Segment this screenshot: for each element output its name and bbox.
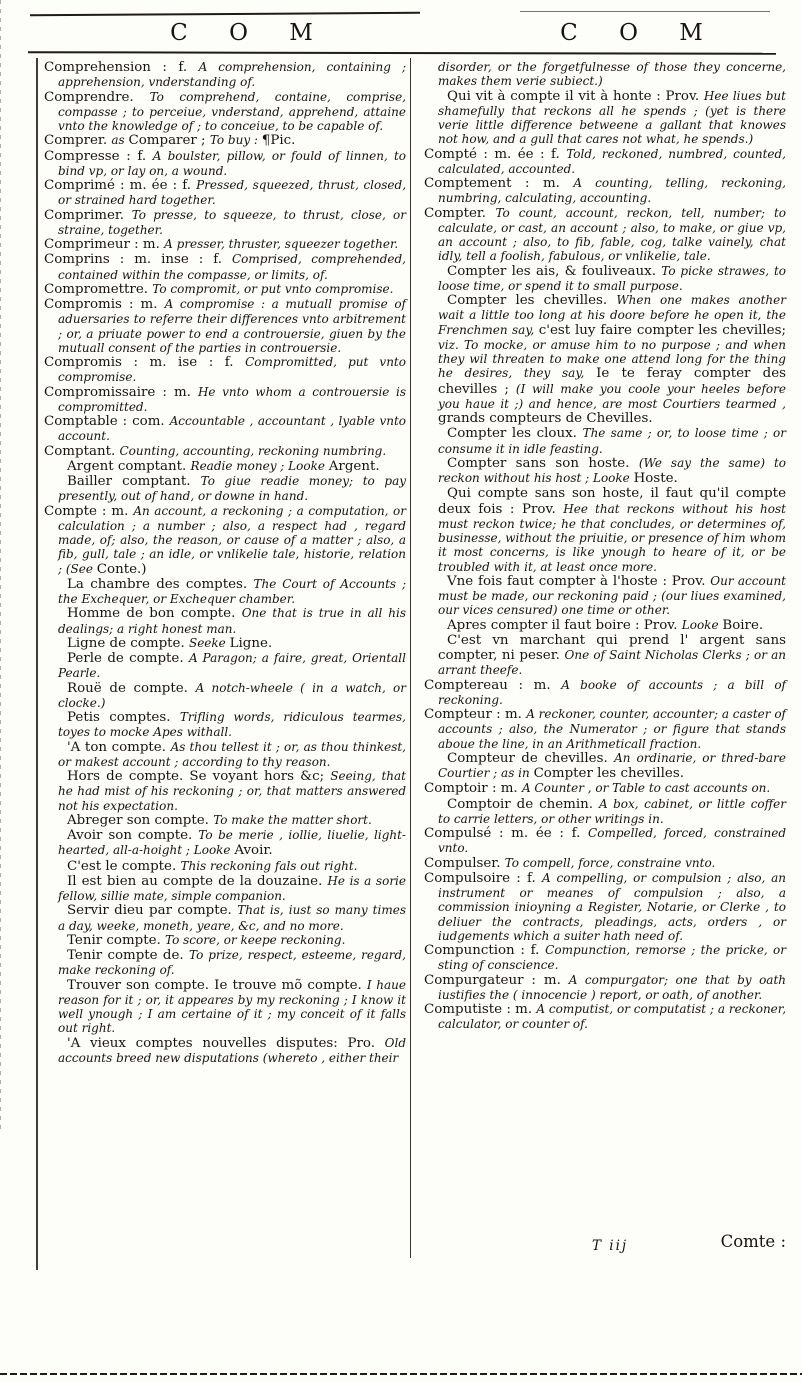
- entry-gloss: A box, cabinet, or little coffer to carrie letters, or other writings in.: [438, 796, 786, 826]
- entry-headword: Homme de bon compte.: [67, 606, 242, 622]
- entry-gloss: Old accounts breed new disputations (whereto , either their: [58, 1035, 406, 1065]
- entry-headword: Tenir compte.: [67, 932, 166, 948]
- entry-headword: ¶Pic.: [261, 133, 296, 149]
- entry-headword: Compter les ais, & fouliveaux.: [447, 263, 662, 279]
- entry-gloss: This reckoning fals out right.: [180, 858, 358, 873]
- entry-gloss: Counting, accounting, reckoning numbring.: [119, 443, 387, 458]
- entry-headword: Hors de compte. Se voyant hors &c;: [67, 769, 331, 784]
- signature-mark: T iij: [592, 1238, 629, 1254]
- entry-headword: Qui compte sans son hoste, il faut qu'il compte deux fois : Prov.: [438, 486, 786, 517]
- entry-gloss: To compell, force, constraine vnto.: [504, 855, 716, 870]
- bottom-rule: [0, 1373, 802, 1375]
- entry-headword: Trouver son compte. Ie trouve mõ compte.: [67, 977, 367, 993]
- dictionary-entry: [44, 740, 406, 770]
- entry-gloss: Hee that reckons without his host must reckon twice; he that concludes, or determines of, businesse, without the priuitie, or presence of him whom it most concerns, is like ynough to heare of it, or be troubled with it, at least once more.: [438, 501, 786, 574]
- entry-headword: C'est vn marchant qui prend l' argent sans compter, ni peser.: [438, 632, 786, 663]
- entry-headword: Comptement : m.: [424, 176, 574, 191]
- entry-gloss: To prize, respect, esteeme, regard, make reckoning of.: [58, 948, 406, 978]
- entry-headword: Petis comptes.: [67, 710, 180, 725]
- dictionary-entry: [44, 651, 406, 681]
- entry-headword: Compter les chevilles.: [533, 766, 684, 781]
- left-column: [44, 60, 406, 1065]
- entry-gloss: Compunction, remorse ; the pricke, or sting of conscience.: [438, 943, 786, 973]
- entry-headword: Rouë de compte.: [67, 680, 196, 696]
- entry-gloss: The Court of Accounts ; the Exchequer, or Exchequer chamber.: [58, 576, 406, 606]
- dictionary-entry: [44, 710, 406, 740]
- entry-headword: Compulser.: [424, 855, 505, 871]
- entry-gloss: viz. To mocke, or amuse him to no purpose ; and when they wil threaten to make one attend long for the thing he desires, they say,: [438, 337, 786, 381]
- running-head-right: C O M: [560, 20, 720, 46]
- entry-gloss: To be merie , iollie, liuelie, light-hearted, all-a-hoight ; Looke: [58, 828, 406, 858]
- entry-headword: Compromis : m. ise : f.: [44, 355, 246, 370]
- entry-headword: Comprehension : f.: [44, 60, 199, 75]
- entry-gloss: Looke: [681, 617, 723, 632]
- entry-gloss: Seeke: [188, 635, 230, 650]
- entry-headword: Compurgateur : m.: [424, 972, 569, 988]
- dictionary-entry: [424, 781, 786, 796]
- entry-headword: Comprimeur : m.: [44, 237, 165, 252]
- entry-gloss: A reckoner, counter, accounter; a caster of accounts ; also, the Numerator ; or figure that stands aboue the line, in an Arithmeticall fraction.: [438, 707, 786, 751]
- entry-headword: Argent comptant.: [67, 458, 191, 474]
- dictionary-entry: [424, 856, 786, 871]
- entry-headword: Ligne.: [229, 635, 273, 651]
- dictionary-entry: [44, 681, 406, 711]
- entry-headword: La chambre des comptes.: [67, 576, 254, 592]
- entry-gloss: Compelled, forced, constrained vnto.: [438, 826, 786, 856]
- entry-headword: Argent.: [328, 458, 380, 474]
- entry-gloss: To presse, to squeeze, to thrust, close, or straine, together.: [58, 207, 407, 237]
- entry-gloss: To compromit, or put vnto compromise.: [152, 281, 394, 296]
- entry-gloss: One that is true in all his dealings; a right honest man.: [58, 606, 406, 636]
- dictionary-entry: [44, 385, 406, 415]
- entry-headword: Compresse : f.: [44, 148, 153, 164]
- dictionary-entry: [44, 474, 406, 504]
- column-divider-rule: [410, 58, 411, 1258]
- entry-gloss: Comprised, comprehended, contained within the compasse, or limits, of.: [58, 252, 406, 282]
- entry-gloss: Pressed, squeezed, thrust, closed, or strained hard together.: [58, 178, 407, 208]
- entry-headword: Servir dieu par compte.: [67, 903, 238, 919]
- dictionary-entry: [44, 178, 406, 208]
- dictionary-entry: [44, 149, 406, 179]
- entry-headword: Compte : m.: [44, 503, 134, 519]
- right-column: [424, 60, 786, 1032]
- dictionary-entry: [44, 828, 406, 859]
- entry-gloss: To comprehend, containe, comprise, compasse ; to perceiue, vnderstand, apprehend, attaine vnto the knowledge of ; to conceiue, to be capable of.: [58, 89, 406, 133]
- dictionary-entry: [44, 1036, 406, 1066]
- entry-gloss: One of Saint Nicholas Clerks ; or an arrant theefe.: [438, 648, 786, 678]
- entry-headword: Compter les cloux.: [447, 426, 583, 442]
- top-rule-right: [520, 11, 770, 12]
- entry-headword: Compter.: [424, 205, 496, 221]
- entry-headword: 'A vieux comptes nouvelles disputes: Pro.: [67, 1035, 385, 1051]
- entry-headword: Avoir son compte.: [67, 828, 199, 843]
- entry-headword: Comptant.: [44, 443, 120, 459]
- entry-headword: Compteur : m.: [424, 707, 527, 722]
- dictionary-entry: [424, 60, 786, 89]
- dictionary-entry: [44, 636, 406, 651]
- entry-headword: Avoir.: [234, 843, 273, 859]
- dictionary-entry: [44, 859, 406, 874]
- entry-headword: Bailler comptant.: [67, 474, 201, 489]
- entry-headword: Vne fois faut compter à l'hoste : Prov.: [447, 573, 711, 589]
- dictionary-entry: [424, 574, 786, 618]
- dictionary-entry: [424, 426, 786, 456]
- entry-headword: Compromettre.: [44, 281, 153, 297]
- entry-headword: Comptoir de chemin.: [447, 796, 599, 812]
- entry-headword: Ligne de compte.: [67, 635, 189, 651]
- dictionary-entry: [44, 282, 406, 297]
- dictionary-entry: [424, 826, 786, 856]
- entry-gloss: That is, iust so many times a day, weeke, moneth, yeare, &c, and no more.: [58, 903, 406, 933]
- entry-headword: Comparer ;: [128, 133, 210, 149]
- entry-gloss: Readie money ; Looke: [190, 458, 329, 473]
- entry-headword: Compunction : f.: [424, 943, 546, 958]
- entry-headword: c'est luy faire compter les chevilles;: [538, 322, 786, 338]
- dictionary-entry: [44, 297, 406, 355]
- dictionary-entry: [424, 1002, 786, 1032]
- entry-gloss: A notch-wheele ( in a watch, or clocke.): [58, 680, 406, 710]
- entry-gloss: A compelling, or compulsion ; also, an instrument or meanes of compulsion ; also, a commission inioyning a Register, Notarie, or Clerke , to deliuer the contracts, pleadings, acts, orders , or iudgements which a suiter hath need of.: [438, 870, 786, 943]
- entry-gloss: Told, reckoned, numbred, counted, calculated, accounted.: [438, 146, 786, 176]
- dictionary-entry: [424, 973, 786, 1003]
- entry-headword: Compulsé : m. ée : f.: [424, 826, 589, 841]
- dictionary-entry: [424, 486, 786, 574]
- entry-headword: Comprimer.: [44, 207, 132, 223]
- entry-gloss: A compurgator; one that by oath iustifies the ( innocencie ) report, or oath, of another.: [438, 972, 786, 1002]
- entry-gloss: Compromitted, put vnto compromise.: [58, 355, 406, 385]
- entry-gloss: To count, account, reckon, tell, number; to calculate, or cast, an account ; also, to make, or giue vp, an account ; also, to fib, fable, cog, talke vainely, chat idly, tell a foolish, fabulous, or vnlikelie, tale.: [438, 205, 787, 264]
- entry-headword: Abreger son compte.: [67, 812, 214, 828]
- dictionary-entry: [44, 444, 406, 459]
- entry-gloss: (We say the same) to reckon without his host ; Looke: [438, 455, 786, 485]
- dictionary-entry: [44, 252, 406, 282]
- dictionary-entry: [424, 943, 786, 973]
- dictionary-entry: [424, 264, 786, 294]
- entry-headword: C'est le compte.: [67, 858, 181, 874]
- entry-headword: Tenir compte de.: [67, 948, 190, 963]
- entry-headword: Comptoir : m.: [424, 781, 522, 797]
- dictionary-entry: [44, 874, 406, 904]
- entry-gloss: Our account must be made, our reckoning paid ; (our liues examined, our vices censured) one time or other.: [438, 573, 787, 618]
- dictionary-entry: [44, 237, 406, 252]
- entry-gloss: The same ; or, to loose time ; or consume it in idle feasting.: [438, 426, 786, 456]
- catchword: Comte :: [720, 1232, 786, 1251]
- entry-headword: Comptereau : m.: [424, 677, 562, 693]
- dictionary-entry: [44, 90, 406, 134]
- dictionary-entry: [424, 707, 786, 751]
- dictionary-entry: [44, 414, 406, 444]
- entry-gloss: Hee liues but shamefully that reckons all he spends ; (yet is there verie little difference betweene a gallant that knowes not how, and a gull that cares not what, he spends.): [438, 88, 786, 147]
- entry-gloss: An account, a reckoning ; a computation, or calculation ; a number ; also, a respect had , regard made, of; also, the reason, or cause of a matter ; also, a fib, gull, tale ; an idle, or vnlikelie tale, historie, relation ; (See: [58, 503, 406, 576]
- entry-gloss: To make the matter short.: [213, 812, 372, 827]
- entry-headword: Qui vit à compte il vit à honte : Prov.: [447, 88, 704, 104]
- entry-gloss: disorder, or the forgetfulnesse of those they concerne, makes them verie subiect.): [438, 60, 786, 89]
- dictionary-entry: [44, 208, 406, 238]
- entry-headword: Perle de compte.: [67, 651, 189, 666]
- dictionary-entry: [44, 903, 406, 933]
- entry-gloss: To giue readie money; to pay presently, out of hand, or downe in hand.: [58, 474, 407, 504]
- dictionary-entry: [44, 978, 406, 1036]
- entry-headword: 'A ton compte.: [67, 739, 171, 755]
- dictionary-entry: [424, 633, 786, 678]
- dictionary-entry: [44, 769, 406, 813]
- entry-gloss: I haue reason for it ; or, it appeares by my reckoning ; I know it well ynough ; I am certaine of it ; my conceit of it falls out right.: [58, 977, 406, 1036]
- entry-gloss: When one makes another wait a little too long at his doore before he open it, the Frenchmen say,: [438, 293, 786, 337]
- entry-headword: grands compteurs de Chevilles.: [438, 411, 653, 426]
- entry-gloss: A Paragon; a faire, great, Orientall Pearle.: [58, 651, 406, 681]
- top-rule-left: [30, 12, 420, 16]
- dictionary-entry: [424, 206, 786, 264]
- entry-gloss: (I will make you coole your heeles before you haue it ;) and hence, are most Courtiers tearmed ,: [438, 381, 786, 411]
- entry-headword: Conte.): [96, 561, 147, 577]
- entry-headword: Comprer.: [44, 133, 112, 149]
- dictionary-entry: [44, 577, 406, 607]
- dictionary-entry: [44, 133, 406, 148]
- entry-gloss: A boulster, pillow, or fould of linnen, to bind vp, or lay on, a wound.: [58, 148, 406, 178]
- entry-headword: Compromis : m.: [44, 297, 165, 312]
- entry-gloss: A compromise : a mutuall promise of aduersaries to referre their differences vnto arbitrement ; or, a priuate power to end a controuersie, giuen by the mutuall consent of the parties in controuersie.: [58, 297, 406, 355]
- entry-headword: Computiste : m.: [424, 1002, 537, 1017]
- entry-gloss: A comprehension, containing ; apprehension, vnderstanding of.: [58, 60, 406, 90]
- entry-gloss: A counting, telling, reckoning, numbring, calculating, accounting.: [438, 176, 786, 206]
- entry-headword: Compté : m. ée : f.: [424, 146, 567, 162]
- left-frame-rule: [36, 58, 38, 1270]
- dictionary-entry: [44, 606, 406, 636]
- dictionary-entry: [44, 459, 406, 474]
- entry-gloss: He is a sorie fellow, sillie mate, simple companion.: [58, 873, 406, 903]
- dictionary-entry: [44, 933, 406, 948]
- entry-headword: Compulsoire : f.: [424, 870, 543, 886]
- entry-gloss: He vnto whom a controuersie is compromitted.: [58, 384, 406, 414]
- entry-headword: Comprimé : m. ée : f.: [44, 178, 197, 193]
- dictionary-entry: [424, 871, 786, 943]
- entry-headword: Apres compter il faut boire : Prov.: [447, 617, 682, 633]
- entry-gloss: An ordinarie, or thred-bare Courtier ; as in: [438, 750, 786, 780]
- header-rule: [28, 51, 776, 55]
- dictionary-entry: [44, 355, 406, 385]
- dictionary-entry: [424, 797, 786, 827]
- entry-gloss: A booke of accounts ; a bill of reckoning.: [438, 677, 786, 707]
- dictionary-entry: [424, 751, 786, 782]
- entry-gloss: To buy :: [209, 133, 262, 148]
- entry-headword: Il est bien au compte de la douzaine.: [67, 873, 328, 889]
- dictionary-entry: [44, 60, 406, 90]
- entry-gloss: Trifling words, ridiculous tearmes, toyes to mocke Apes withall.: [58, 710, 407, 740]
- entry-headword: Boire.: [722, 617, 764, 633]
- dictionary-entry: [44, 813, 406, 828]
- dictionary-entry: [44, 504, 406, 577]
- entry-headword: Comprins : m. inse : f.: [44, 252, 232, 268]
- dictionary-entry: [424, 293, 786, 426]
- dictionary-entry: [44, 948, 406, 978]
- entry-gloss: as: [111, 133, 129, 148]
- entry-gloss: Accountable , accountant , lyable vnto account.: [58, 414, 406, 444]
- entry-gloss: A Counter , or Table to cast accounts on.: [521, 781, 771, 796]
- entry-gloss: A computist, or computatist ; a reckoner, calculator, or counter of.: [438, 1002, 787, 1032]
- entry-gloss: As thou tellest it ; or, as thou thinkest, or makest account ; according to thy reason.: [58, 739, 406, 769]
- entry-headword: Ie te feray compter des chevilles ;: [438, 366, 786, 397]
- dictionary-entry: [424, 89, 786, 147]
- entry-headword: Compter sans son hoste.: [447, 455, 639, 471]
- right-frame-rule: [0, 0, 1, 1130]
- dictionary-entry: [424, 678, 786, 708]
- dictionary-entry: [424, 618, 786, 633]
- dictionary-entry: [424, 456, 786, 487]
- entry-headword: Comptable : com.: [44, 414, 170, 429]
- entry-headword: Hoste.: [633, 471, 678, 486]
- entry-gloss: Seeing, that he had mist of his reckoning ; or, that matters answered not his expectation.: [58, 769, 406, 813]
- entry-gloss: To score, or keepe reckoning.: [165, 932, 346, 947]
- entry-headword: Compter les chevilles.: [447, 293, 617, 308]
- entry-gloss: A presser, thruster, squeezer together.: [164, 237, 399, 251]
- entry-headword: Compteur de chevilles.: [447, 750, 615, 766]
- entry-headword: Compromissaire : m.: [44, 384, 198, 400]
- running-head-left: C O M: [170, 20, 330, 46]
- entry-headword: Comprendre.: [44, 89, 150, 105]
- dictionary-entry: [424, 147, 786, 177]
- entry-gloss: To picke strawes, to loose time, or spend it to small purpose.: [438, 263, 786, 293]
- dictionary-entry: [424, 176, 786, 206]
